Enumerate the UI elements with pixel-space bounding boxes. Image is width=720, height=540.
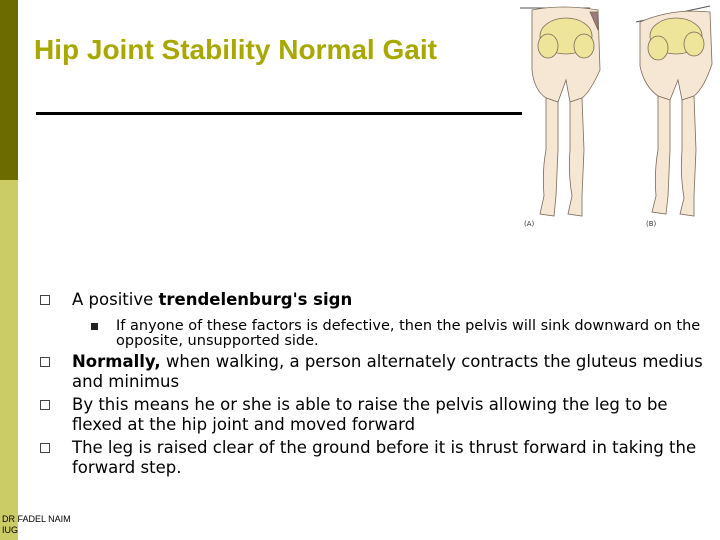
figure-a-body [520,7,600,216]
sub-bullet-marker [91,323,98,330]
trendelenburg-illustration [512,0,720,236]
figure-b-body [636,6,712,216]
bullet-marker [40,400,50,410]
bullet-positive-sign: A positive trendelenburg's sign [40,290,710,310]
accent-bar-dark [0,0,18,180]
figure-a-label: (A) [524,220,535,228]
slide-title: Hip Joint Stability Normal Gait [34,34,437,65]
bullet-marker [40,295,50,305]
figure-b-label: (B) [646,220,657,228]
bullet-raise-pelvis: By this means he or she is able to raise the pelvis allowing the leg to be flexed at the hip joint and moved forward [40,395,710,435]
sub-bullet-defect: If anyone of these factors is defective, then the pelvis will sink downward on the opposite, unsupported side. [91,319,710,349]
footer-institution: IUG [2,525,19,535]
footer-author: DR FADEL NAIM [2,514,71,524]
bullet-normally: Normally, when walking, a person alternately contracts the gluteus medius and minimus [40,352,710,392]
footer-credit [2,514,71,536]
bullet-marker [40,443,50,453]
bullet-list [40,290,710,478]
accent-bar-light [0,180,18,540]
term-trendelenburg: trendelenburg's sign [158,290,353,309]
bullet-leg-raised: The leg is raised clear of the ground before it is thrust forward in taking the forward step. [40,438,710,478]
bullet-marker [40,357,50,367]
title-underline [36,112,522,115]
